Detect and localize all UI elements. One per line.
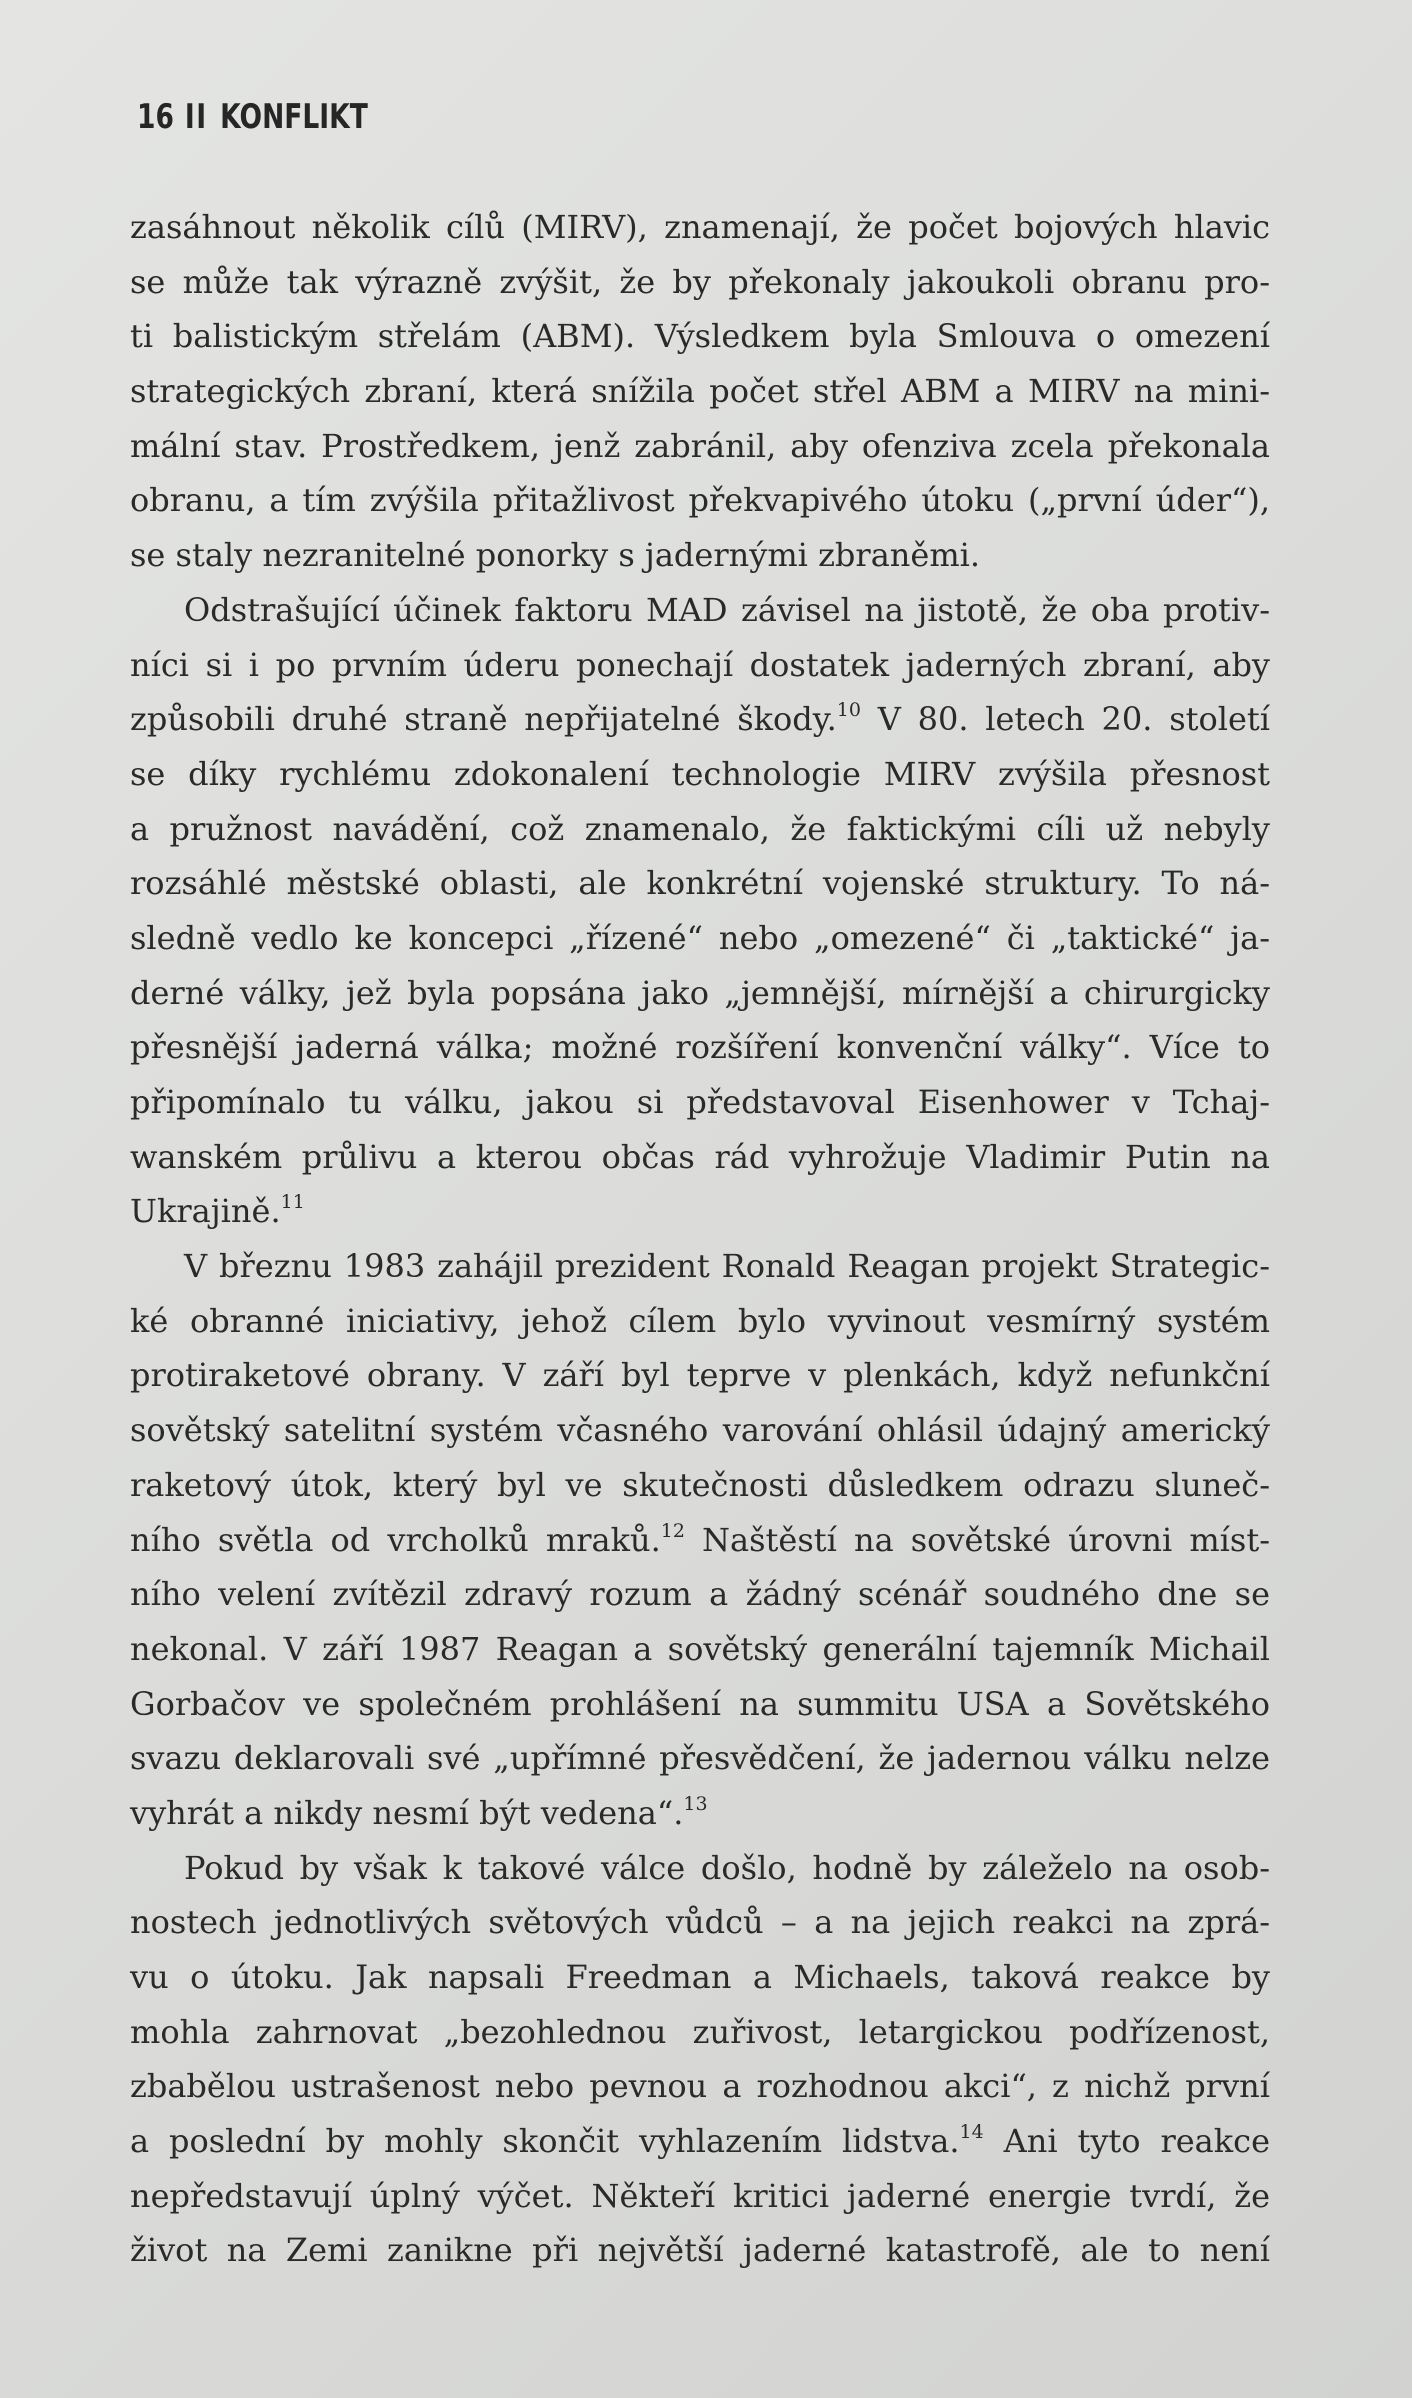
text-line: svazu deklarovali své „upřímné přesvědčení, že jadernou válku nelze: [130, 1739, 1270, 1778]
body-text: [130, 200, 1270, 2278]
footnote-ref-13: 13: [683, 1792, 708, 1815]
text-line: Odstrašující účinek faktoru MAD závisel na jistotě, že oba protiv-: [184, 590, 1270, 629]
text-line: zbabělou ustrašenost nebo pevnou a rozhodnou akci“, z nichž první: [130, 2067, 1270, 2106]
paragraph-4: [130, 1841, 1270, 2279]
text-line-with-footnote: způsobili druhé straně nepřijatelné škody.$^{10}$ V 80. letech 20. století: [130, 699, 1271, 739]
header-separator: II: [184, 97, 208, 137]
text-line: mální stav. Prostředkem, jenž zabránil, aby ofenziva zcela překonala: [130, 426, 1270, 465]
text-line: sledně vedlo ke koncepci „řízené“ nebo „omezené“ či „taktické“ ja-: [130, 918, 1270, 957]
text-line: ti balistickým střelám (ABM). Výsledkem byla Smlouva o omezení: [130, 317, 1270, 356]
text-line: se díky rychlému zdokonalení technologie MIRV zvýšila přesnost: [130, 754, 1270, 793]
text-line: připomínalo tu válku, jakou si představoval Eisenhower v Tchaj-: [130, 1083, 1270, 1121]
text-line: wanském průlivu a kterou občas rád vyhrožuje Vladimir Putin na: [130, 1137, 1270, 1176]
footnote-ref-10: 10: [836, 699, 861, 722]
text-line: raketový útok, který byl ve skutečnosti důsledkem odrazu sluneč-: [130, 1465, 1270, 1504]
text-line: ké obranné iniciativy, jehož cílem bylo vyvinout vesmírný systém: [130, 1301, 1270, 1340]
footnote-ref-11: 11: [280, 1191, 305, 1214]
paragraph-2: [130, 583, 1270, 1239]
text-line: nepředstavují úplný výčet. Někteří kritici jaderné energie tvrdí, že: [130, 2176, 1270, 2215]
text-line: derné války, jež byla popsána jako „jemnější, mírnější a chirurgicky: [130, 973, 1270, 1012]
text-line: vu o útoku. Jak napsali Freedman a Michaels, taková reakce by: [130, 1958, 1270, 1996]
text-line: nekonal. V září 1987 Reagan a sovětský generální tajemník Michail: [130, 1629, 1270, 1668]
text-line: protiraketové obrany. V září byl teprve v plenkách, když nefunkční: [130, 1356, 1270, 1395]
text-line: V březnu 1983 zahájil prezident Ronald Reagan projekt Strategic-: [184, 1247, 1270, 1286]
section-title: KONFLIKT: [220, 97, 368, 137]
text-line: a pružnost navádění, což znamenalo, že faktickými cíli už nebyly: [130, 809, 1270, 848]
text-line: strategických zbraní, která snížila počet střel ABM a MIRV na mini-: [130, 372, 1270, 411]
text-line: nostech jednotlivých světových vůdců – a na jejich reakci na zprá-: [130, 1903, 1270, 1942]
page-number: 16: [137, 97, 174, 137]
text-line: rozsáhlé městské oblasti, ale konkrétní vojenské struktury. To ná-: [130, 864, 1270, 903]
footnote-ref-14: 14: [959, 2121, 984, 2144]
text-line-with-footnote: Ukrajině.$^{11}$: [130, 1191, 305, 1231]
text-line: Gorbačov ve společném prohlášení na summitu USA a Sovětského: [130, 1684, 1270, 1723]
text-line: život na Zemi zanikne při největší jaderné katastrofě, ale to není: [130, 2231, 1270, 2270]
text-line: přesnější jaderná válka; možné rozšíření konvenční války“. Více to: [130, 1028, 1270, 1067]
text-line: níci si i po prvním úderu ponechají dostatek jaderných zbraní, aby: [130, 645, 1270, 684]
paragraph-1: [130, 200, 1270, 583]
text-line: zasáhnout několik cílů (MIRV), znamenají, že počet bojových hlavic: [130, 208, 1270, 246]
text-line: sovětský satelitní systém včasného varování ohlásil údajný americký: [130, 1411, 1270, 1450]
running-head: [137, 92, 368, 142]
text-line: mohla zahrnovat „bezohlednou zuřivost, letargickou podřízenost,: [130, 2012, 1270, 2051]
text-line: Pokud by však k takové válce došlo, hodně by záleželo na osob-: [184, 1848, 1270, 1887]
text-line: se může tak výrazně zvýšit, že by překonaly jakoukoli obranu pro-: [130, 262, 1270, 301]
text-line-with-footnote: ního světla od vrcholků mraků.$^{12}$ Naštěstí na sovětské úrovni míst-: [130, 1519, 1271, 1559]
text-line: obranu, a tím zvýšila přitažlivost překvapivého útoku („první úder“),: [130, 481, 1270, 520]
paragraph-3: [130, 1239, 1270, 1841]
footnote-ref-12: 12: [660, 1519, 685, 1542]
text-line: se staly nezranitelné ponorky s jadernými zbraněmi.: [130, 536, 981, 575]
text-line-with-footnote: a poslední by mohly skončit vyhlazením lidstva.$^{14}$ Ani tyto reakce: [130, 2121, 1271, 2161]
text-line: ního velení zvítězil zdravý rozum a žádný scénář soudného dne se: [130, 1575, 1270, 1614]
text-line-with-footnote: vyhrát a nikdy nesmí být vedena“.$^{13}$: [130, 1792, 708, 1832]
